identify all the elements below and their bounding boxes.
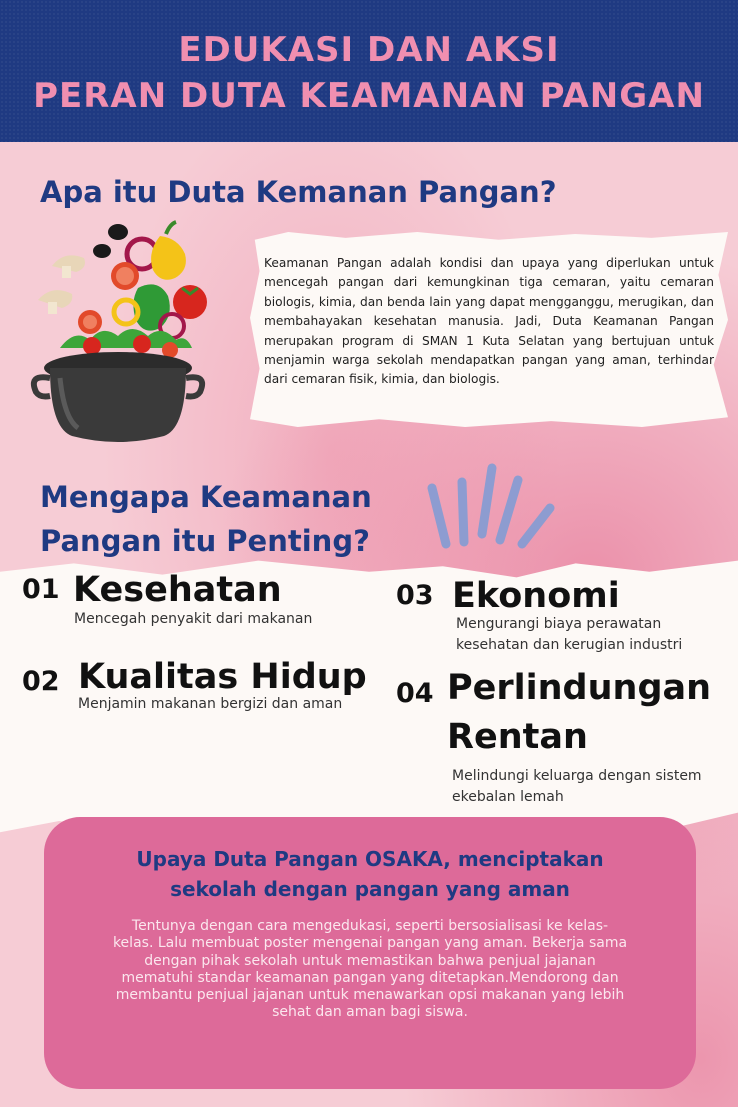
header-title-line1: EDUKASI DAN AKSI (178, 30, 560, 70)
item-title-ekonomi: Ekonomi (452, 576, 620, 616)
why-heading-line1: Mengapa Keamanan (40, 480, 372, 514)
item-number-03: 03 (396, 580, 434, 611)
item-desc-rentan-line1: Melindungi keluarga dengan sistem (452, 768, 702, 784)
item-title-perlindungan: Perlindungan (447, 668, 712, 708)
item-desc-kualitas-hidup: Menjamin makanan bergizi dan aman (78, 696, 343, 712)
intro-heading: Apa itu Duta Kemanan Pangan? (40, 175, 557, 209)
item-desc-ekonomi-line1: Mengurangi biaya perawatan (456, 616, 662, 632)
item-title-kesehatan: Kesehatan (73, 570, 282, 610)
action-title (44, 844, 696, 904)
item-number-01: 01 (22, 574, 60, 605)
action-title-line1: Upaya Duta Pangan OSAKA, menciptakan (136, 847, 604, 871)
why-heading-line2: Pangan itu Penting? (40, 524, 370, 558)
item-desc-rentan-line2: ekebalan lemah (452, 789, 564, 805)
action-title-line2: sekolah dengan pangan yang aman (170, 877, 570, 901)
action-text: Tentunya dengan cara mengedukasi, seperti bersosialisasi ke kelas-kelas. Lalu membuat poster mengenai pangan yang aman. Bekerja sama dengan pihak sekolah untuk memastikan bahwa penjual jajanan mematuhi standar keamanan pangan yang ditetapkan.Mendorong dan membantu penjual jajanan untuk menawarkan opsi makanan yang lebih sehat dan aman bagi siswa. (112, 918, 628, 1021)
item-title-rentan: Rentan (447, 717, 588, 757)
header-title-line2: PERAN DUTA KEAMANAN PANGAN (33, 76, 705, 116)
item-desc-kesehatan: Mencegah penyakit dari makanan (74, 611, 313, 627)
item-number-02: 02 (22, 666, 60, 697)
header-banner (0, 0, 738, 142)
item-number-04: 04 (396, 678, 434, 709)
cooking-pot-vegetables-icon (30, 218, 225, 448)
brush-strokes-decoration (426, 462, 566, 552)
intro-text: Keamanan Pangan adalah kondisi dan upaya yang diperlukan untuk mencegah pangan dari kemungkinan tiga cemaran, yaitu cemaran biologis, kimia, dan benda lain yang dapat mengganggu, merugikan, dan membahayakan kesehatan manusia. Jadi, Duta Keamanan Pangan merupakan program di SMAN 1 Kuta Selatan yang bertujuan untuk menjamin warga sekolah mendapatkan pangan yang aman, terhindar dari cemaran fisik, kimia, dan biologis. (264, 256, 714, 387)
item-desc-ekonomi-line2: kesehatan dan kerugian industri (456, 637, 683, 653)
item-title-kualitas-hidup: Kualitas Hidup (78, 657, 367, 697)
